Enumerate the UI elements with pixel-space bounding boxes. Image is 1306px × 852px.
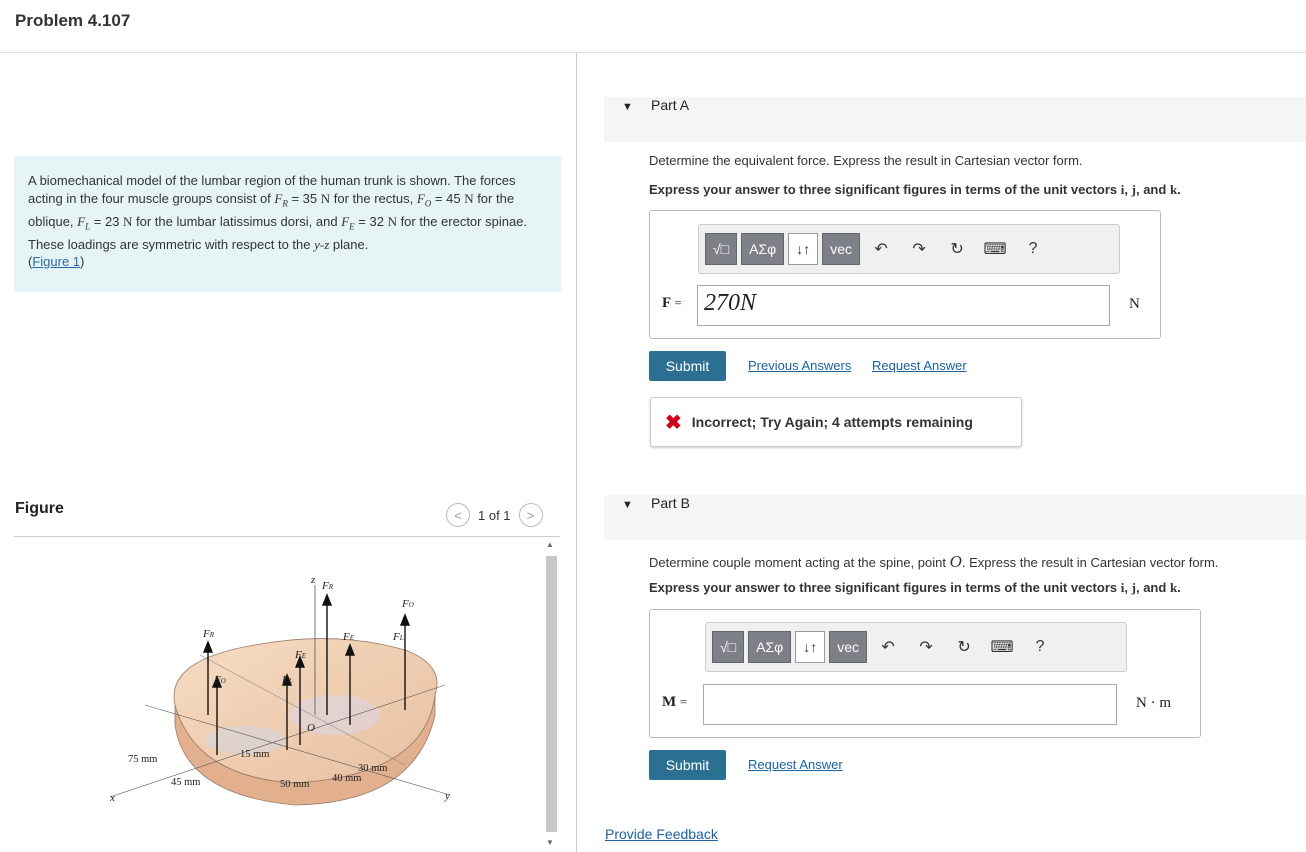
feedback-text: Incorrect; Try Again; 4 attempts remaining [691, 414, 973, 430]
part-a-instructions: Express your answer to three significant figures in terms of the unit vectors i, j, and k. [649, 182, 1181, 197]
force-label: F = [662, 295, 682, 311]
figure-link[interactable]: Figure 1 [32, 254, 81, 270]
part-a-question: Determine the equivalent force. Express the result in Cartesian vector form. [649, 153, 1083, 168]
reset-icon[interactable]: ↻ [950, 241, 964, 258]
plane-symbol: y-z [314, 236, 330, 252]
arrows-button[interactable]: ↓↑ [795, 631, 825, 663]
fl-value: = 23 [90, 213, 124, 229]
part-b-submit-button[interactable]: Submit [649, 750, 726, 780]
page-title: Problem 4.107 [15, 11, 131, 30]
unit-n: N [320, 190, 331, 206]
problem-text: A biomechanical model of the lumbar region of the human trunk is shown. The forces acting in the four muscle groups consist of [28, 173, 516, 206]
fl-symbol: F [77, 213, 86, 229]
incorrect-feedback [650, 397, 1022, 447]
greek-button[interactable]: ΑΣφ [748, 631, 791, 663]
fe-symbol: F [341, 213, 350, 229]
moment-answer-input[interactable] [703, 684, 1117, 725]
origin-label: O [307, 722, 315, 734]
part-b-math-toolbar [705, 622, 1127, 672]
svg-text:FE: FE [295, 649, 307, 661]
templates-button[interactable]: √□ [712, 631, 744, 663]
part-a-header[interactable] [604, 97, 1306, 142]
part-b-label: Part B [651, 495, 690, 511]
svg-text:FO: FO [214, 674, 226, 686]
y-axis-label: y [445, 790, 450, 802]
problem-text: for the rectus, [330, 190, 417, 206]
vec-button[interactable]: vec [829, 631, 867, 663]
fo-symbol: F [416, 190, 425, 206]
part-a-label: Part A [651, 97, 690, 113]
problem-text: for the lumbar latissimus dorsi, and [132, 213, 342, 229]
scroll-up-arrow-icon[interactable]: ▲ [546, 540, 554, 549]
collapse-triangle-icon[interactable]: ▼ [622, 499, 633, 511]
svg-text:FL: FL [393, 631, 404, 643]
help-icon[interactable]: ? [1028, 240, 1038, 257]
force-answer-input[interactable]: 270N [697, 285, 1110, 326]
header-divider [0, 52, 1306, 53]
fr-symbol: F [274, 190, 283, 206]
fe-subscript: E [349, 221, 355, 232]
arrows-button[interactable]: ↓↑ [788, 233, 818, 265]
figure-prev-button[interactable]: < [446, 503, 470, 527]
spine-shape [290, 695, 380, 735]
undo-icon[interactable]: ↶ [874, 241, 888, 258]
part-a-request-answer-link[interactable]: Request Answer [872, 358, 967, 373]
scroll-down-arrow-icon[interactable]: ▼ [546, 838, 554, 847]
figure-count: 1 of 1 [478, 507, 511, 523]
svg-text:FO: FO [402, 598, 414, 610]
greek-button[interactable]: ΑΣφ [741, 233, 784, 265]
redo-icon[interactable]: ↷ [919, 639, 933, 656]
scroll-thumb[interactable] [546, 556, 557, 832]
templates-button[interactable]: √□ [705, 233, 737, 265]
dim-30: 30 mm [358, 763, 388, 774]
svg-text:FL: FL [282, 674, 293, 686]
dim-15: 15 mm [240, 749, 270, 760]
part-b-header[interactable] [604, 495, 1306, 540]
svg-text:FE: FE [343, 631, 355, 643]
dim-40: 40 mm [332, 773, 362, 784]
problem-text: plane. [329, 236, 369, 252]
paren: ) [80, 254, 85, 270]
part-b-instructions: Express your answer to three significant figures in terms of the unit vectors i, j, and k. [649, 580, 1181, 595]
force-unit: N [1129, 296, 1140, 312]
fl-subscript: L [85, 221, 91, 232]
redo-icon[interactable]: ↷ [912, 241, 926, 258]
unit-n: N [123, 213, 133, 229]
part-a-submit-button[interactable]: Submit [649, 351, 726, 381]
fr-subscript: R [282, 198, 288, 209]
fr-value: = 35 [287, 190, 321, 206]
paren: ( [28, 254, 33, 270]
z-axis-label: z [311, 574, 316, 586]
problem-text: for the erector spinae. These loadings are symmetric with respect to the [28, 213, 528, 252]
svg-text:FR: FR [203, 628, 215, 640]
previous-answers-link[interactable]: Previous Answers [748, 358, 852, 373]
figure-navigation [446, 503, 543, 527]
x-axis-label: x [110, 792, 115, 804]
unit-n: N [387, 213, 397, 229]
problem-statement [14, 156, 561, 292]
keyboard-icon[interactable]: ⌨ [990, 639, 1014, 656]
undo-icon[interactable]: ↶ [881, 639, 895, 656]
fe-value: = 32 [354, 213, 388, 229]
figure-heading: Figure [15, 500, 64, 517]
moment-unit: N · m [1136, 695, 1171, 711]
figure-next-button[interactable]: > [519, 503, 543, 527]
figure-divider [14, 536, 560, 537]
problem-text: for the oblique, [28, 190, 515, 229]
fo-subscript: O [424, 198, 432, 209]
svg-text:FR: FR [322, 580, 334, 592]
part-a-math-toolbar [698, 224, 1120, 274]
moment-label: M = [662, 694, 688, 710]
vec-button[interactable]: vec [822, 233, 860, 265]
figure-scrollbar[interactable] [543, 540, 559, 852]
lumbar-figure [105, 565, 465, 825]
part-b-request-answer-link[interactable]: Request Answer [748, 757, 843, 772]
dim-45: 45 mm [171, 777, 201, 788]
collapse-triangle-icon[interactable]: ▼ [622, 101, 633, 113]
help-icon[interactable]: ? [1035, 638, 1045, 655]
dim-75: 75 mm [128, 754, 158, 765]
dim-50: 50 mm [280, 779, 310, 790]
incorrect-x-icon: ✖ [665, 411, 682, 434]
reset-icon[interactable]: ↻ [957, 639, 971, 656]
fo-value: = 45 [431, 190, 465, 206]
keyboard-icon[interactable]: ⌨ [983, 241, 1007, 258]
unit-n: N [464, 190, 474, 206]
provide-feedback-link[interactable]: Provide Feedback [605, 826, 718, 842]
column-divider [576, 53, 577, 852]
part-b-question: Determine couple moment acting at the spine, point O. Express the result in Cartesian vector form. [649, 552, 1219, 571]
